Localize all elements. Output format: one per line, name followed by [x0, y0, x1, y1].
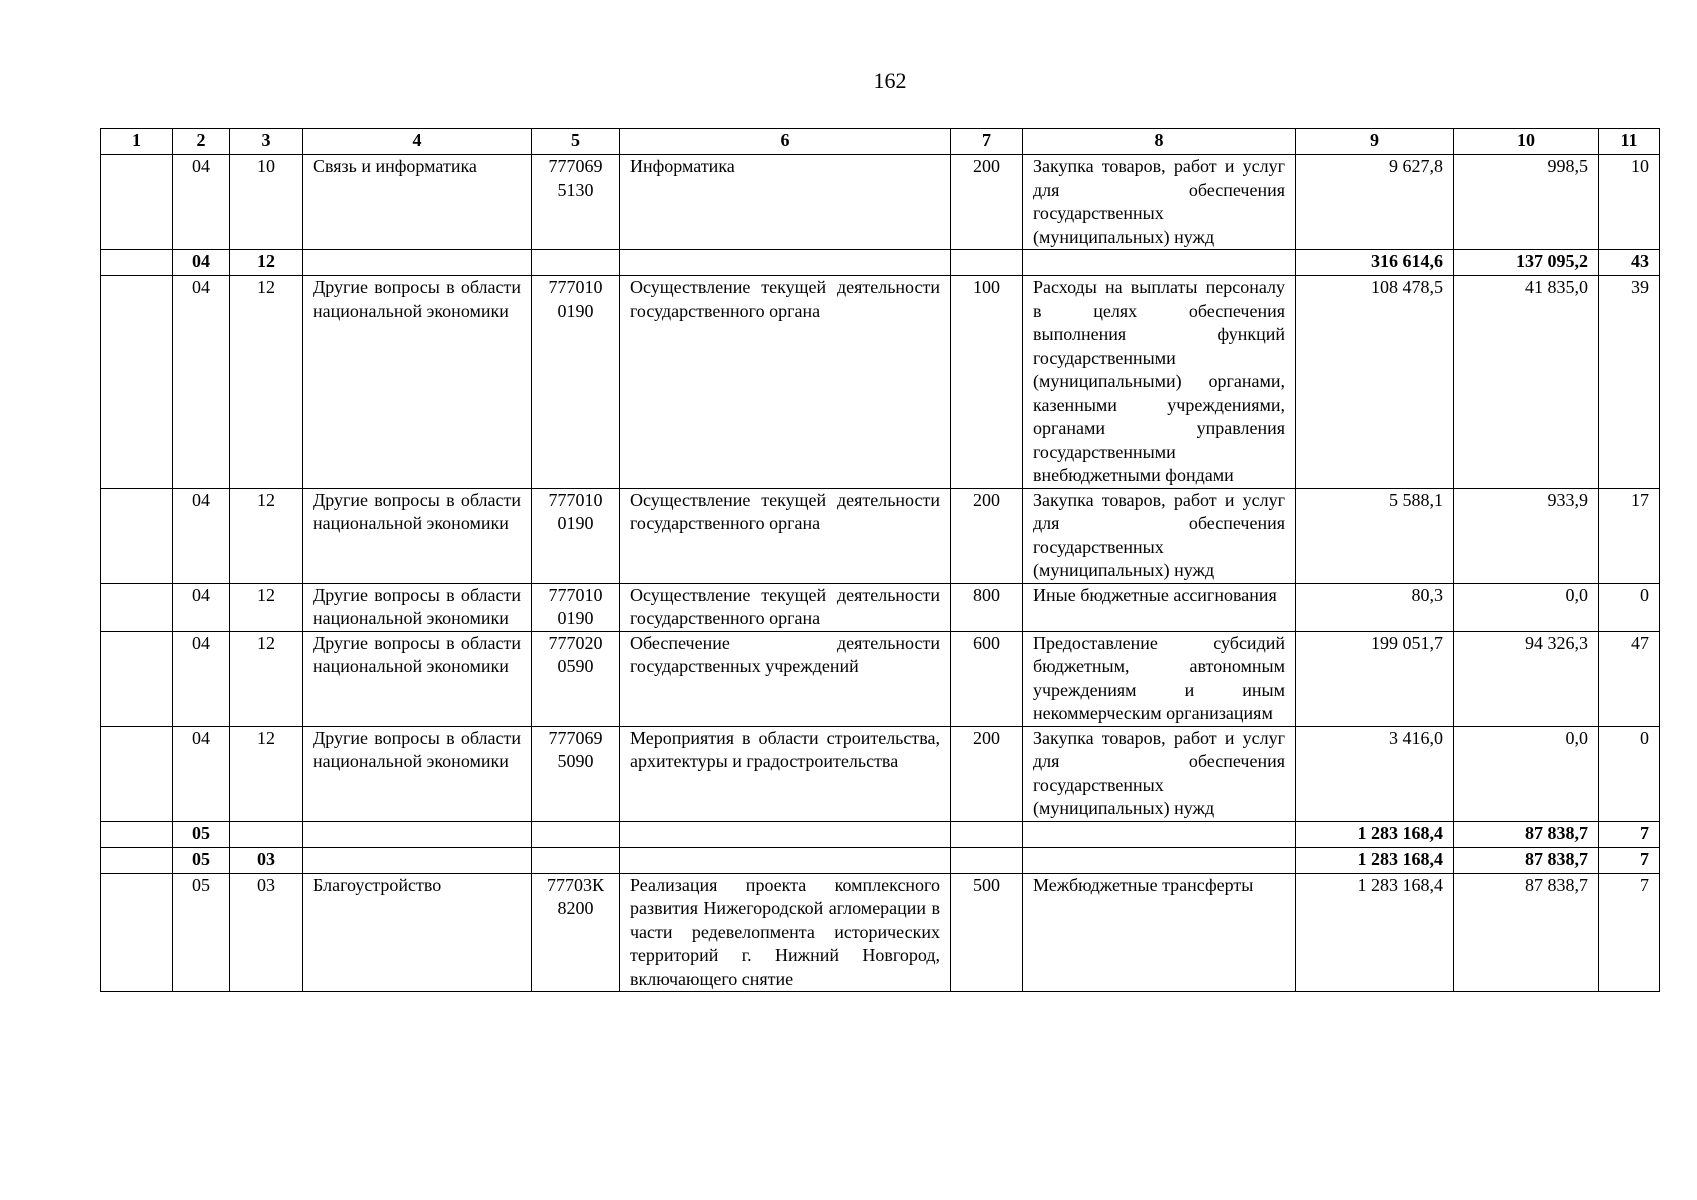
cell-col-4 [303, 821, 532, 847]
cell-col-6: Обеспечение деятельности государственных учреждений [620, 631, 951, 726]
cell-col-10: 87 838,7 [1454, 847, 1599, 873]
cell-col-3: 12 [230, 250, 303, 276]
cell-col-11: 39 [1599, 276, 1660, 489]
cell-col-8 [1023, 250, 1296, 276]
subtotal-row [101, 250, 1660, 276]
cell-col-7: 500 [951, 873, 1023, 992]
cell-col-2: 04 [173, 276, 230, 489]
cell-col-11: 47 [1599, 631, 1660, 726]
cell-col-4: Другие вопросы в области национальной экономики [303, 631, 532, 726]
cell-col-3: 12 [230, 583, 303, 631]
column-header-9: 9 [1296, 129, 1454, 155]
cell-col-7: 600 [951, 631, 1023, 726]
cell-col-7: 100 [951, 276, 1023, 489]
target-code-part: 8200 [557, 898, 594, 918]
cell-col-9: 9 627,8 [1296, 155, 1454, 250]
table-row [101, 488, 1660, 583]
cell-col-7: 200 [951, 488, 1023, 583]
cell-col-6: Реализация проекта комплексного развития Нижегородской агломерации в части редевелопмента исторических территорий г. Нижний Новгород, включающего снятие [620, 873, 951, 992]
cell-col-8: Расходы на выплаты персоналу в целях обеспечения выполнения функций государственными (муниципальными) органами, казенными учреждениями, органами управления государственными внебюджетными фондами [1023, 276, 1296, 489]
cell-col-5 [532, 583, 620, 631]
cell-col-3: 03 [230, 873, 303, 992]
table-row [101, 155, 1660, 250]
cell-col-11: 7 [1599, 873, 1660, 992]
table-row [101, 276, 1660, 489]
cell-col-2: 05 [173, 847, 230, 873]
cell-col-4: Другие вопросы в области национальной экономики [303, 276, 532, 489]
cell-col-7: 200 [951, 726, 1023, 821]
cell-col-4 [303, 250, 532, 276]
cell-col-10: 87 838,7 [1454, 873, 1599, 992]
cell-col-8: Закупка товаров, работ и услуг для обеспечения государственных (муниципальных) нужд [1023, 726, 1296, 821]
cell-col-11: 0 [1599, 726, 1660, 821]
column-header-5: 5 [532, 129, 620, 155]
page-number: 162 [873, 68, 907, 93]
cell-col-1 [101, 631, 173, 726]
cell-col-1 [101, 821, 173, 847]
cell-col-5 [532, 821, 620, 847]
cell-col-2: 05 [173, 873, 230, 992]
cell-col-1 [101, 847, 173, 873]
table-row [101, 873, 1660, 992]
cell-col-1 [101, 155, 173, 250]
column-header-2: 2 [173, 129, 230, 155]
cell-col-3: 12 [230, 631, 303, 726]
cell-col-6 [620, 250, 951, 276]
column-header-11: 11 [1599, 129, 1660, 155]
cell-col-2: 04 [173, 631, 230, 726]
cell-col-3: 03 [230, 847, 303, 873]
cell-col-4: Связь и информатика [303, 155, 532, 250]
column-header-6: 6 [620, 129, 951, 155]
table-row [101, 631, 1660, 726]
cell-col-6: Осуществление текущей деятельности государственного органа [620, 488, 951, 583]
cell-col-1 [101, 250, 173, 276]
cell-col-9: 3 416,0 [1296, 726, 1454, 821]
cell-col-10: 41 835,0 [1454, 276, 1599, 489]
cell-col-4 [303, 847, 532, 873]
cell-col-3: 12 [230, 276, 303, 489]
target-code-part: 777010 [548, 277, 603, 297]
cell-col-9: 108 478,5 [1296, 276, 1454, 489]
cell-col-9: 1 283 168,4 [1296, 847, 1454, 873]
table-body [101, 155, 1660, 992]
header-row [101, 129, 1660, 155]
target-code-part: 0190 [557, 608, 594, 628]
cell-col-10: 94 326,3 [1454, 631, 1599, 726]
target-code-part: 777010 [548, 489, 603, 510]
cell-col-7 [951, 250, 1023, 276]
cell-col-10: 87 838,7 [1454, 821, 1599, 847]
cell-col-5 [532, 847, 620, 873]
cell-col-2: 04 [173, 583, 230, 631]
target-code-part: 777010 [548, 584, 603, 605]
target-code-part: 777069 [548, 156, 603, 176]
cell-col-9: 5 588,1 [1296, 488, 1454, 583]
cell-col-8: Иные бюджетные ассигнования [1023, 583, 1296, 631]
column-header-7: 7 [951, 129, 1023, 155]
cell-col-9: 316 614,6 [1296, 250, 1454, 276]
cell-col-7 [951, 821, 1023, 847]
column-header-4: 4 [303, 129, 532, 155]
cell-col-5 [532, 155, 620, 250]
cell-col-2: 04 [173, 488, 230, 583]
cell-col-1 [101, 726, 173, 821]
cell-col-11: 10 [1599, 155, 1660, 250]
cell-col-3 [230, 821, 303, 847]
cell-col-8: Закупка товаров, работ и услуг для обеспечения государственных (муниципальных) нужд [1023, 155, 1296, 250]
cell-col-9: 199 051,7 [1296, 631, 1454, 726]
column-header-8: 8 [1023, 129, 1296, 155]
cell-col-9: 1 283 168,4 [1296, 821, 1454, 847]
target-code-part: 777020 [548, 632, 603, 653]
cell-col-1 [101, 276, 173, 489]
cell-col-10: 998,5 [1454, 155, 1599, 250]
cell-col-5 [532, 488, 620, 583]
cell-col-5 [532, 276, 620, 489]
cell-col-7 [951, 847, 1023, 873]
cell-col-3: 12 [230, 488, 303, 583]
cell-col-9: 80,3 [1296, 583, 1454, 631]
target-code-part: 777069 [548, 727, 603, 748]
cell-col-11: 7 [1599, 847, 1660, 873]
cell-col-3: 10 [230, 155, 303, 250]
cell-col-4: Другие вопросы в области национальной экономики [303, 583, 532, 631]
column-header-10: 10 [1454, 129, 1599, 155]
cell-col-9: 1 283 168,4 [1296, 873, 1454, 992]
cell-col-10: 933,9 [1454, 488, 1599, 583]
cell-col-10: 137 095,2 [1454, 250, 1599, 276]
target-code-part: 0190 [557, 513, 594, 533]
cell-col-2: 04 [173, 250, 230, 276]
table-row [101, 583, 1660, 631]
cell-col-5 [532, 250, 620, 276]
cell-col-8: Предоставление субсидий бюджетным, автономным учреждениям и иным некоммерческим организациям [1023, 631, 1296, 726]
target-code-part: 0190 [557, 300, 594, 321]
cell-col-6: Мероприятия в области строительства, архитектуры и градостроительства [620, 726, 951, 821]
cell-col-5 [532, 726, 620, 821]
subtotal-row [101, 847, 1660, 873]
cell-col-4: Благоустройство [303, 873, 532, 992]
cell-col-6 [620, 847, 951, 873]
cell-col-3: 12 [230, 726, 303, 821]
target-code-part: 5130 [557, 179, 594, 200]
cell-col-8 [1023, 847, 1296, 873]
table-row [101, 726, 1660, 821]
cell-col-8: Межбюджетные трансферты [1023, 873, 1296, 992]
cell-col-4: Другие вопросы в области национальной экономики [303, 726, 532, 821]
cell-col-5 [532, 873, 620, 992]
cell-col-8: Закупка товаров, работ и услуг для обеспечения государственных (муниципальных) нужд [1023, 488, 1296, 583]
target-code-part: 5090 [557, 751, 594, 771]
cell-col-6: Осуществление текущей деятельности государственного органа [620, 583, 951, 631]
cell-col-8 [1023, 821, 1296, 847]
cell-col-2: 04 [173, 155, 230, 250]
column-header-1: 1 [101, 129, 173, 155]
cell-col-2: 05 [173, 821, 230, 847]
cell-col-10: 0,0 [1454, 726, 1599, 821]
cell-col-1 [101, 583, 173, 631]
cell-col-11: 0 [1599, 583, 1660, 631]
cell-col-6: Осуществление текущей деятельности государственного органа [620, 276, 951, 489]
cell-col-6 [620, 821, 951, 847]
target-code-part: 77703К [546, 874, 604, 895]
subtotal-row [101, 821, 1660, 847]
cell-col-2: 04 [173, 726, 230, 821]
column-header-3: 3 [230, 129, 303, 155]
cell-col-11: 7 [1599, 821, 1660, 847]
cell-col-6: Информатика [620, 155, 951, 250]
cell-col-1 [101, 488, 173, 583]
target-code-part: 0590 [557, 656, 594, 676]
cell-col-11: 43 [1599, 250, 1660, 276]
cell-col-1 [101, 873, 173, 992]
budget-table [100, 128, 1660, 992]
cell-col-10: 0,0 [1454, 583, 1599, 631]
cell-col-7: 200 [951, 155, 1023, 250]
cell-col-4: Другие вопросы в области национальной экономики [303, 488, 532, 583]
cell-col-7: 800 [951, 583, 1023, 631]
cell-col-11: 17 [1599, 488, 1660, 583]
cell-col-5 [532, 631, 620, 726]
